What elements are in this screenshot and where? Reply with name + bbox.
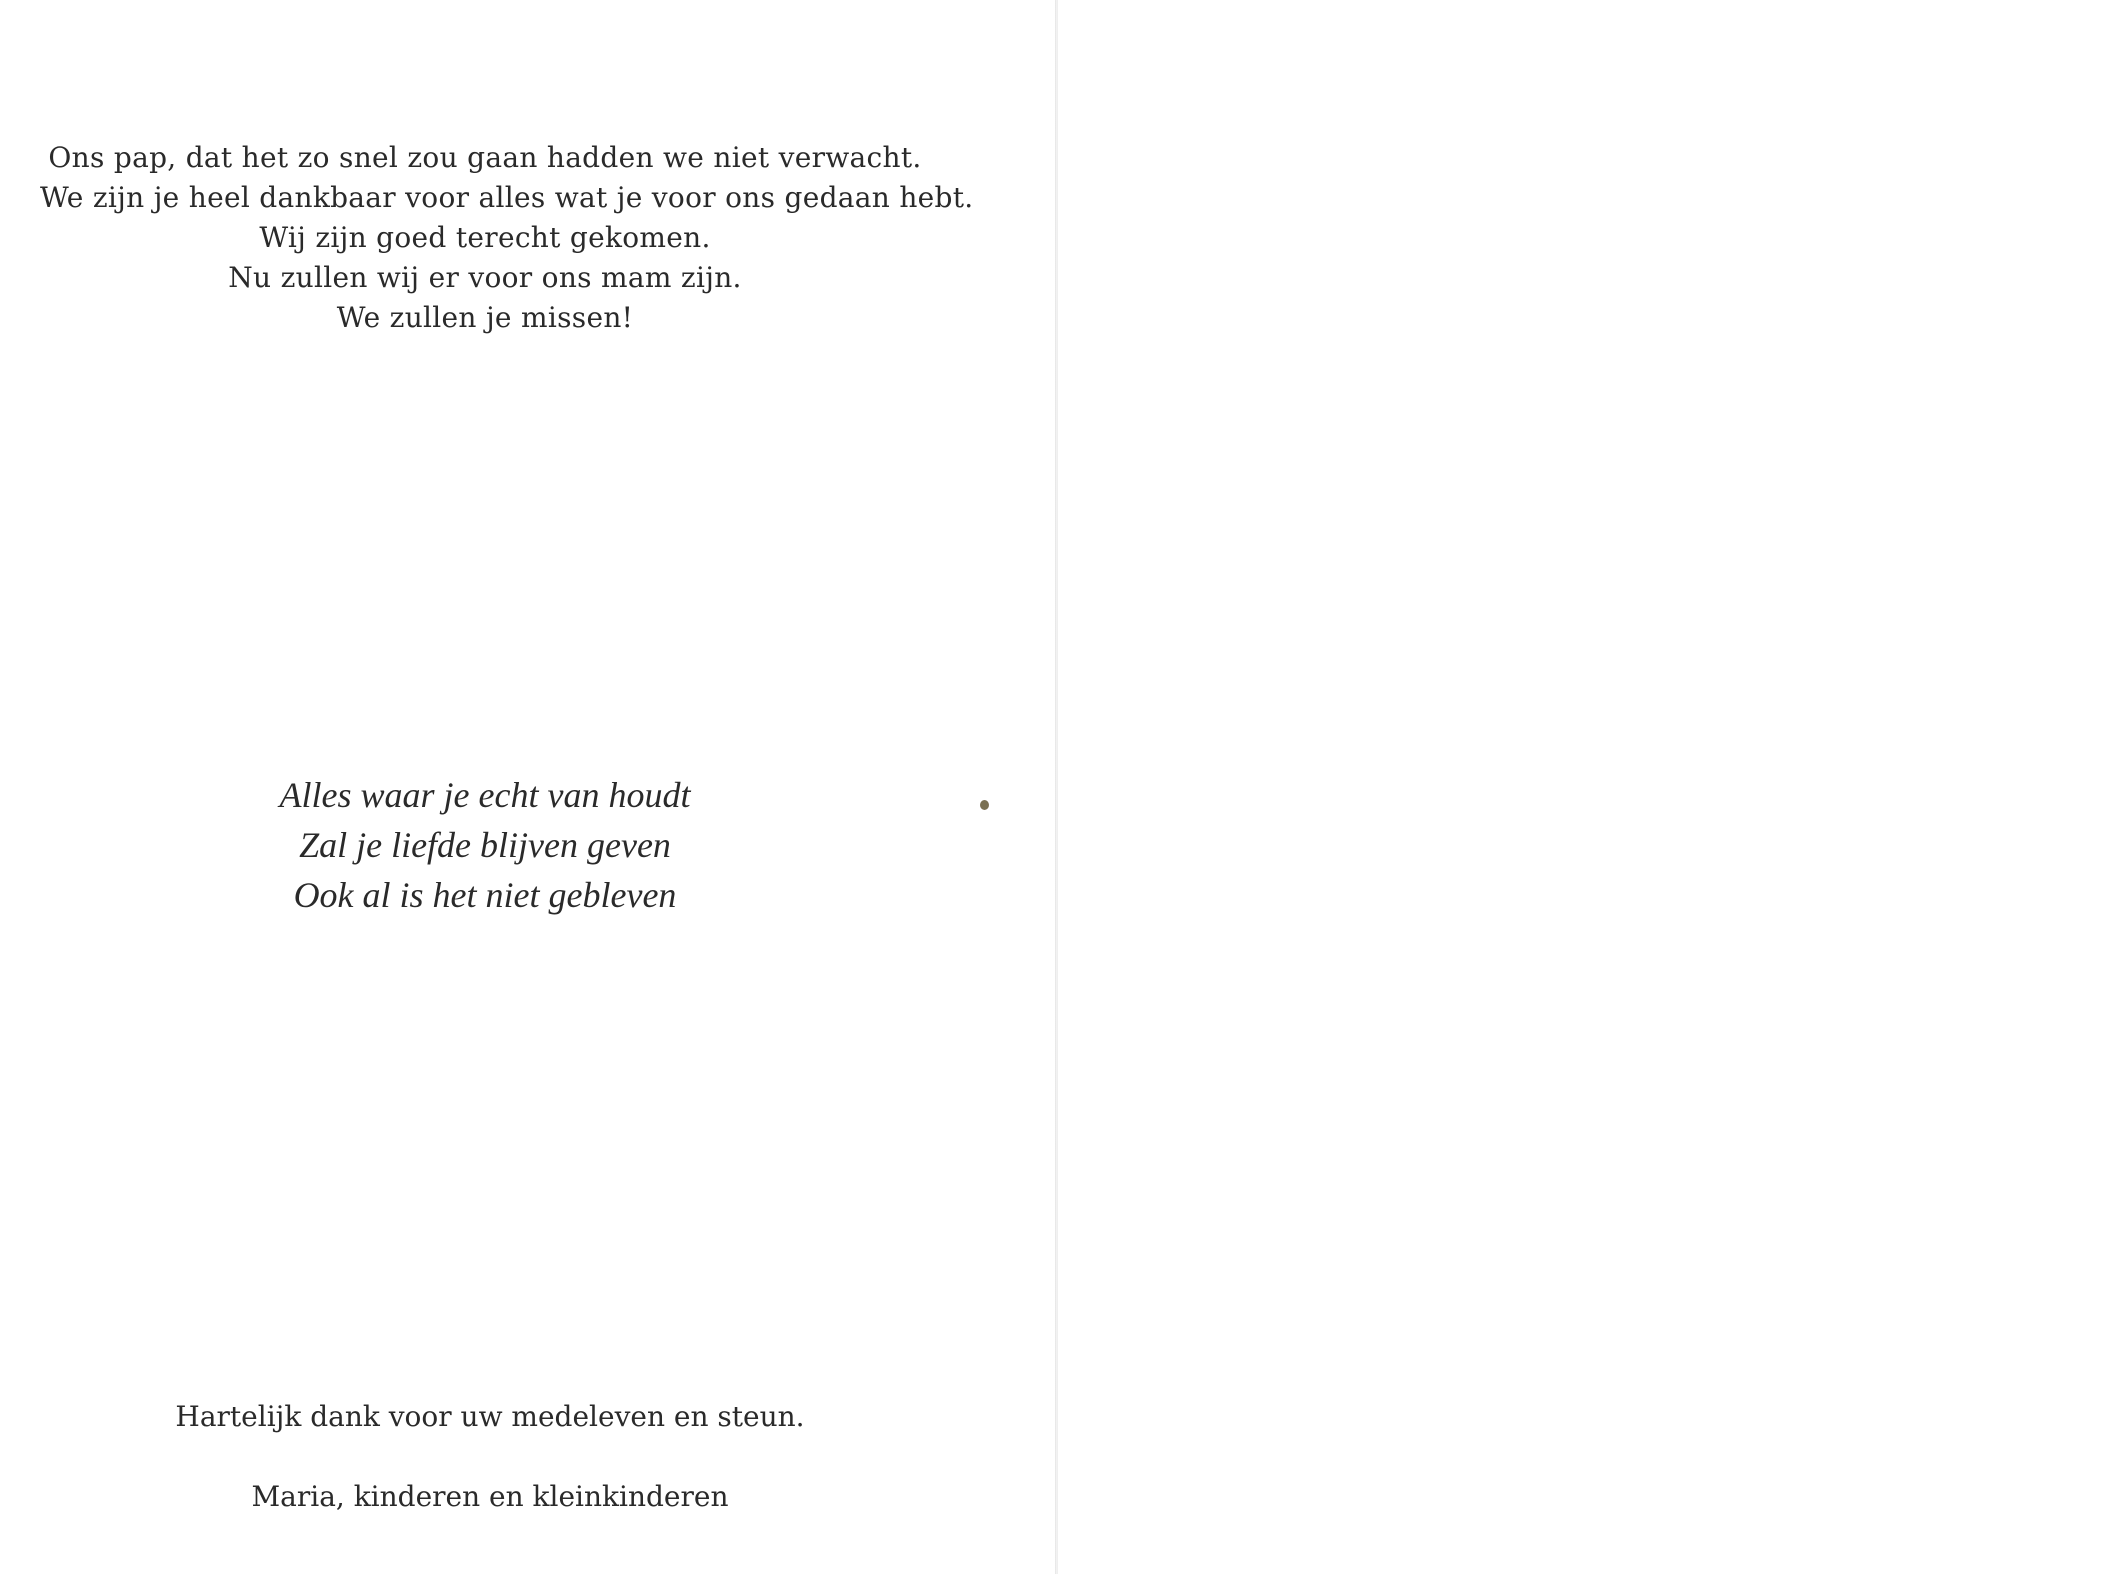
verse-line: Nu zullen wij er voor ons mam zijn. xyxy=(228,261,742,294)
thanks-text: Hartelijk dank voor uw medeleven en steun. xyxy=(175,1400,805,1433)
paper-speck xyxy=(980,800,989,810)
verse-line: We zullen je missen! xyxy=(336,301,634,334)
verse-line: Ons pap, dat het zo snel zou gaan hadden we niet verwacht. xyxy=(48,141,922,174)
verse-block xyxy=(40,138,974,338)
left-panel xyxy=(0,0,1055,1574)
poem-block xyxy=(40,770,930,920)
verse-line: We zijn je heel dankbaar voor alles wat je voor ons gedaan hebt. xyxy=(40,181,974,214)
poem-line: Alles waar je echt van houdt xyxy=(279,775,691,815)
signature-text: Maria, kinderen en kleinkinderen xyxy=(251,1480,729,1513)
poem-line: Zal je liefde blijven geven xyxy=(299,825,671,865)
verse-line: Wij zijn goed terecht gekomen. xyxy=(259,221,711,254)
right-panel xyxy=(1058,0,2126,1574)
poem-line: Ook al is het niet gebleven xyxy=(293,875,677,915)
